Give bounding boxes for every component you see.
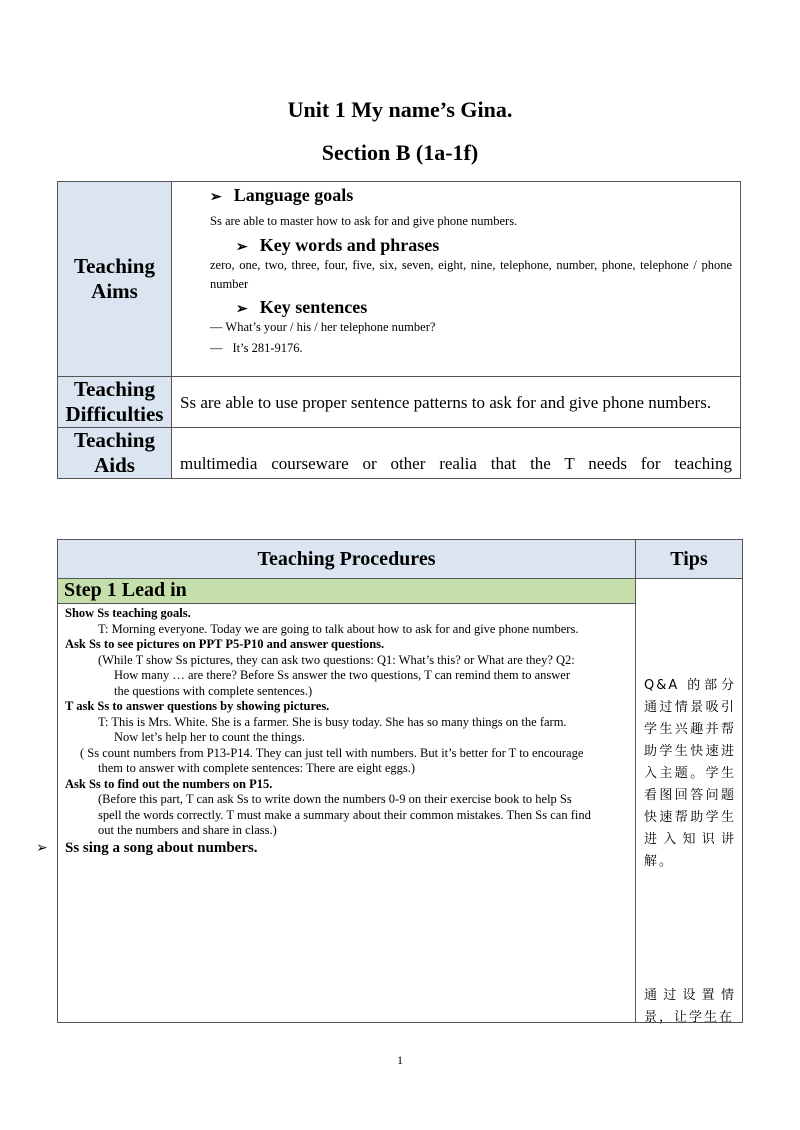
proc-line: ( Ss count numbers from P13-P14. They can just tell with numbers. But it’s better for T to encourage (80, 745, 584, 760)
proc-line: Ss sing a song about numbers. (65, 839, 258, 856)
teaching-aids-label: Teaching Aids (58, 428, 172, 479)
proc-line: them to answer with complete sentences: There are eight eggs.) (98, 761, 416, 775)
procedures-table (57, 539, 743, 1023)
teaching-aims-content (172, 182, 741, 377)
aims-table (57, 181, 741, 479)
proc-line: T: This is Mrs. White. She is a farmer. She is busy today. She has so many things on the farm. (98, 714, 567, 729)
proc-line: T ask Ss to answer questions by showing pictures. (65, 699, 330, 713)
proc-line: Ask Ss to find out the numbers on P15. (65, 776, 273, 791)
arrow-bullet-icon: ➢ (210, 190, 222, 205)
tip-1-text: Q&A 的部分通过情景吸引学生兴趣并帮助学生快速进入主题。学生看图回答问题快速帮助学生进入知识讲解。 (644, 678, 736, 869)
procedures-header: Teaching Procedures (58, 540, 636, 579)
proc-line: Show Ss teaching goals. (65, 606, 191, 620)
step-1-heading: Step 1 Lead in (58, 579, 636, 604)
language-goals-heading: ➢ Language goals (210, 185, 354, 205)
proc-line: (Before this part, T can ask Ss to write down the numbers 0-9 on their exercise book to help Ss (98, 792, 572, 806)
key-words-heading: ➢ Key words and phrases (236, 235, 440, 255)
section-subtitle: Section B (1a-1f) (321, 140, 479, 165)
proc-line: the questions with complete sentences.) (114, 683, 313, 698)
page-number: 1 (397, 1053, 403, 1067)
teaching-difficulties-content: Ss are able to use proper sentence patterns to ask for and give phone numbers. (172, 377, 741, 428)
key-sentence-2: — It’s 281-9176. (210, 341, 303, 355)
page-title: Unit 1 My name’s Gina. (287, 97, 513, 122)
proc-line: out the numbers and share in class.) (98, 823, 277, 837)
proc-line: (While T show Ss pictures, they can ask two questions: Q1: What’s this? or What are they? Q2: (98, 652, 575, 667)
aims-label-text: Teaching Aims (74, 254, 155, 303)
tips-content (636, 579, 743, 1023)
proc-line: spell the words correctly. T must make a summary about their common mistakes. Then Ss can find (98, 807, 591, 822)
key-words-text: zero, one, two, three, four, five, six, seven, eight, nine, telephone, number, phone, telephone / phone number (210, 258, 732, 291)
teaching-aids-content: multimedia courseware or other realia that the T needs for teaching (172, 428, 741, 479)
arrow-bullet-icon: ➢ (236, 302, 248, 317)
proc-line: T: Morning everyone. Today we are going to talk about how to ask for and give phone numbers. (98, 621, 579, 636)
proc-line: Ask Ss to see pictures on PPT P5-P10 and answer questions. (65, 637, 385, 651)
language-goals-text: Ss are able to master how to ask for and give phone numbers. (210, 214, 518, 228)
key-sentences-heading: ➢ Key sentences (236, 297, 368, 317)
tip-2-text: 通过设置情景，让学生在 (644, 988, 736, 1025)
arrow-bullet-icon: ➢ (236, 240, 248, 255)
tips-header: Tips (636, 540, 743, 579)
teaching-difficulties-label: Teaching Difficulties (58, 377, 172, 428)
arrow-bullet-icon: ➢ (36, 841, 48, 856)
proc-line: How many … are there? Before Ss answer the two questions, T can remind them to answer (114, 668, 571, 682)
key-sentence-1: — What’s your / his / her telephone number? (210, 320, 436, 334)
proc-line: Now let’s help her to count the things. (114, 730, 305, 744)
teaching-aims-label (58, 182, 172, 377)
step-1-content (58, 604, 636, 1023)
